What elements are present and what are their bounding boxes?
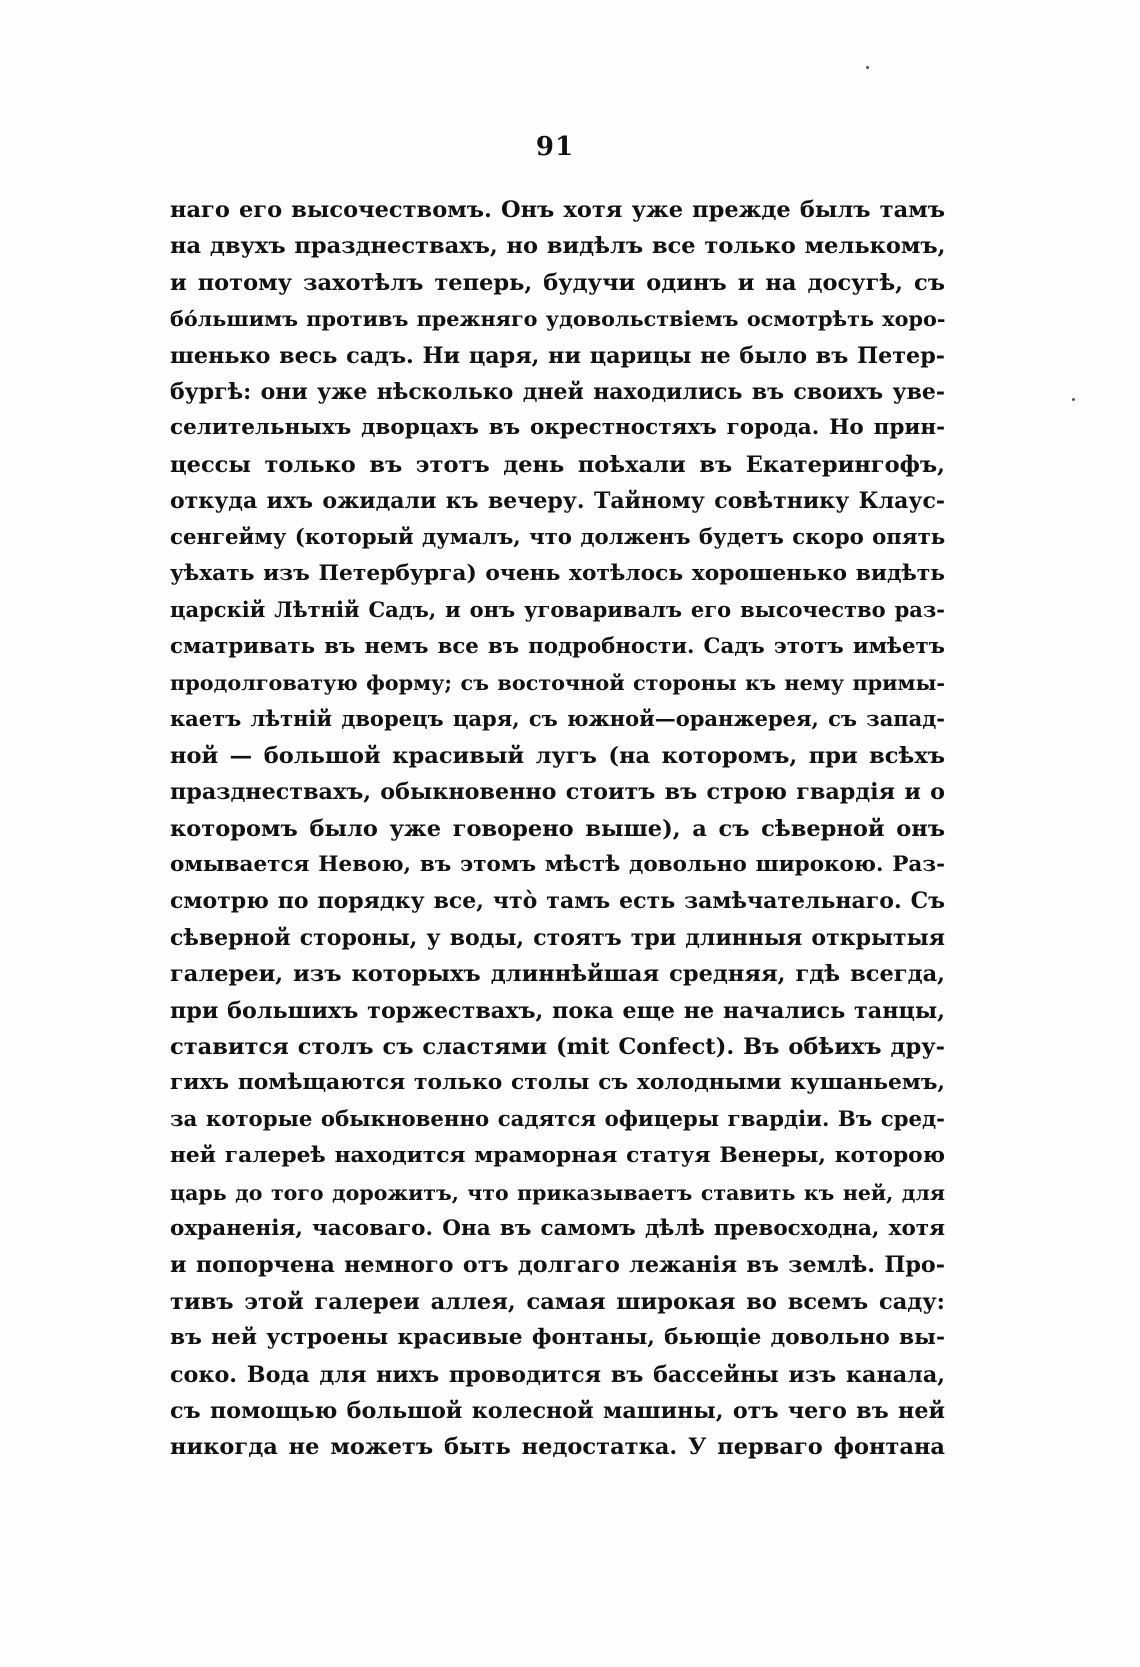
text-line: бо́льшимъ противъ прежняго удовольствіемъ осмотрѣть хоро- bbox=[170, 307, 946, 332]
paper-speck bbox=[866, 66, 869, 69]
text-line: омывается Невою, въ этомъ мѣстѣ довольно широкою. Раз- bbox=[170, 852, 945, 878]
text-line: шенько весь садъ. Ни царя, ни царицы не было въ Петер- bbox=[170, 342, 945, 369]
text-line: на двухъ празднествахъ, но видѣлъ все только мелькомъ, bbox=[170, 233, 946, 260]
text-line: ной — большой красивый лугъ (на которомъ, при всѣхъ bbox=[170, 742, 945, 769]
text-line: откуда ихъ ожидали къ вечеру. Тайному совѣтнику Клаус- bbox=[170, 488, 945, 515]
body-text bbox=[170, 192, 945, 1466]
text-line: цессы только въ этотъ день поѣхали въ Екатерингофъ, bbox=[170, 451, 945, 478]
paper-speck bbox=[1072, 398, 1075, 401]
text-line: галереи, изъ которыхъ длиннѣйшая средняя, гдѣ всегда, bbox=[170, 961, 945, 988]
text-line: которомъ было уже говорено выше), а съ сѣверной онъ bbox=[170, 815, 945, 842]
text-line: ней галереѣ находится мраморная статуя Венеры, которою bbox=[170, 1143, 945, 1169]
text-line: за которые обыкновенно садятся офицеры гвардіи. Въ сред- bbox=[170, 1106, 945, 1132]
page-number: 91 bbox=[535, 132, 575, 162]
text-line: наго его высочествомъ. Онъ хотя уже прежде былъ тамъ bbox=[170, 197, 945, 223]
text-line: тивъ этой галереи аллея, самая широкая во всемъ саду: bbox=[170, 1288, 945, 1315]
text-line: царь до того дорожитъ, что приказываетъ ставить къ ней, для bbox=[170, 1180, 945, 1205]
text-line: продолговатую форму; съ восточной стороны къ нему примы- bbox=[170, 671, 945, 696]
text-line: сматривать въ немъ все въ подробности. Садъ этотъ имѣетъ bbox=[170, 633, 945, 659]
text-line: и потому захотѣлъ теперь, будучи одинъ и на досугѣ, съ bbox=[170, 269, 945, 296]
text-line: селительныхъ дворцахъ въ окрестностяхъ города. Но прин- bbox=[170, 415, 945, 441]
text-line: празднествахъ, обыкновенно стоитъ въ строю гвардія и о bbox=[170, 779, 945, 806]
text-line: уѣхать изъ Петербурга) очень хотѣлось хорошенько видѣть bbox=[170, 560, 945, 586]
text-line: охраненія, часоваго. Она въ самомъ дѣлѣ превосходна, хотя bbox=[170, 1215, 945, 1241]
text-line: никогда не можетъ быть недостатка. У перваго фонтана bbox=[170, 1434, 945, 1461]
text-line: гихъ помѣщаются только столы съ холодными кушаньемъ, bbox=[170, 1070, 945, 1096]
text-line: съ помощью большой колесной машины, отъ чего въ ней bbox=[170, 1397, 945, 1424]
text-line: смотрю по порядку все, что̀ тамъ есть замѣчательнаго. Съ bbox=[170, 888, 945, 915]
text-line: при большихъ торжествахъ, пока еще не начались танцы, bbox=[170, 997, 945, 1024]
text-line: бургѣ: они уже нѣсколько дней находились въ своихъ уве- bbox=[170, 378, 945, 405]
text-line: ставится столъ съ сластями (mit Confect). Въ обѣихъ дру- bbox=[170, 1033, 945, 1060]
text-line: и попорчена немного отъ долгаго лежанія въ землѣ. Про- bbox=[170, 1252, 945, 1279]
text-line: сѣверной стороны, у воды, стоятъ три длинныя открытыя bbox=[170, 924, 945, 951]
text-line: каетъ лѣтній дворецъ царя, съ южной—оранжерея, съ запад- bbox=[170, 706, 945, 732]
text-line: соко. Вода для нихъ проводится въ бассейны изъ канала, bbox=[170, 1361, 945, 1388]
text-line: сенгейму (который думалъ, что долженъ будетъ скоро опять bbox=[170, 524, 946, 550]
text-line: царскій Лѣтній Садъ, и онъ уговаривалъ его высочество раз- bbox=[170, 597, 945, 623]
text-line: въ ней устроены красивые фонтаны, бьющіе довольно вы- bbox=[170, 1325, 945, 1351]
